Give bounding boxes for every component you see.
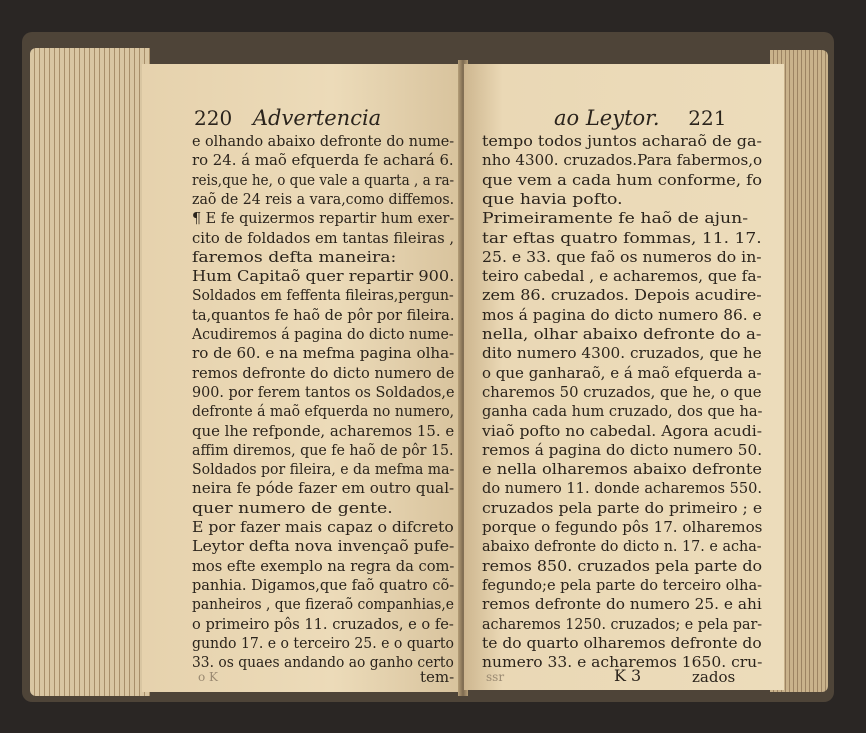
text-line: viaõ pofto no cabedal. Agora acudi- [482, 421, 763, 440]
left-catchword: tem- [420, 668, 455, 686]
text-line: nella, olhar abaixo defronte do a- [482, 325, 762, 343]
text-line: teiro cabedal , e acharemos, que fa- [482, 267, 762, 286]
text-line: 33. os quaes andando ao ganho certo [192, 653, 454, 672]
text-line: dito numero 4300. cruzados, que he [482, 344, 762, 363]
right-catchword: zados [692, 668, 736, 686]
text-line: e nella olharemos abaixo defronte [482, 460, 763, 479]
text-line: cito de foldados em tantas fileiras , [192, 228, 455, 247]
text-line: fegundo;e pela parte do terceiro olha- [482, 575, 763, 594]
text-line: 900. por ferem tantos os Soldados,e [192, 382, 455, 401]
text-line: quer numero de gente. [192, 498, 393, 517]
text-line: ro 24. á maõ efquerda fe achará 6. [192, 151, 454, 170]
text-line: acharemos 1250. cruzados; e pela par- [482, 614, 763, 633]
text-line: gundo 17. e o terceiro 25. e o quarto [192, 633, 455, 652]
text-line: remos defronte do numero 25. e ahi [482, 595, 762, 614]
text-line: que vem a cada hum conforme, fo [482, 170, 762, 189]
text-line: Primeiramente fe haõ de ajun- [482, 209, 749, 228]
text-line: remos defronte do dicto numero de [192, 363, 455, 382]
text-line: panhia. Digamos,que faõ quatro cõ- [192, 575, 455, 594]
text-line: faremos defta maneira: [192, 247, 397, 266]
text-line: te do quarto olharemos defronte do [482, 633, 762, 652]
right-signature: K 3 [614, 666, 642, 685]
text-line: defronte á maõ efquerda no numero, [192, 402, 455, 421]
text-line: E por fazer mais capaz o difcreto [192, 518, 454, 536]
left-footer-marks: o K [198, 670, 219, 684]
text-line: tar eftas quatro fommas, 11. 17. [482, 228, 762, 247]
text-line: ¶ E fe quizermos repartir hum exer- [192, 209, 455, 228]
text-line: Hum Capitaõ quer repartir 900. [192, 267, 455, 286]
left-page-number: 220 [194, 106, 233, 130]
text-line: mos á pagina do dicto numero 86. e [482, 305, 762, 324]
text-line: e olhando abaixo defronte do nume- [192, 132, 455, 150]
text-line: numero 33. e acharemos 1650. cru- [482, 653, 763, 672]
text-line: 25. e 33. que faõ os numeros do in- [482, 247, 762, 266]
text-line: ganha cada hum cruzado, dos que ha- [482, 402, 763, 421]
text-line: do numero 11. donde acharemos 550. [482, 479, 763, 498]
right-page-number: 221 [688, 106, 727, 130]
text-line: charemos 50 cruzados, que he, o que [482, 382, 762, 401]
text-line: Acudiremos á pagina do dicto nume- [192, 325, 454, 343]
text-line: reis,que he, o que vale a quarta , a ra- [192, 170, 455, 189]
right-footer-marks: ssr [486, 670, 505, 684]
text-line: tempo todos juntos acharaõ de ga- [482, 132, 762, 150]
text-line: remos á pagina do dicto numero 50. [482, 440, 763, 459]
right-running-head [554, 106, 726, 132]
text-line: ro de 60. e na mefma pagina olha- [192, 344, 455, 363]
text-line: Soldados por fileira, e da mefma ma- [192, 460, 455, 479]
left-running-head [194, 106, 381, 132]
text-line: que lhe refponde, acharemos 15. e [192, 421, 455, 440]
right-head-title: ao Leytor. [554, 106, 660, 130]
page-edges-left [30, 48, 150, 696]
text-line: remos 850. cruzados pela parte do [482, 556, 763, 575]
text-line: neira fe póde fazer em outro qual- [192, 479, 455, 498]
text-line: zem 86. cruzados. Depois acudire- [482, 286, 762, 305]
text-line: Leytor defta nova invençaõ pufe- [192, 537, 455, 556]
text-line: que havia pofto. [482, 189, 623, 208]
right-page [464, 64, 784, 690]
text-line: o que ganharaõ, e á maõ efquerda a- [482, 363, 762, 382]
left-head-title: Advertencia [252, 106, 382, 130]
text-line: affim diremos, que fe haõ de pôr 15. [192, 440, 454, 459]
text-line: porque o fegundo pôs 17. olharemos [482, 518, 763, 536]
text-line: panheiros , que fizeraõ companhias,e [192, 595, 454, 614]
left-page [142, 64, 460, 692]
text-line: abaixo defronte do dicto n. 17. e acha- [482, 537, 762, 556]
text-line: mos efte exemplo na regra da com- [192, 556, 455, 575]
text-line: nho 4300. cruzados.Para fabermos,o [482, 151, 763, 170]
text-line: ta,quantos fe haõ de pôr por fileira. [192, 305, 455, 324]
text-line: zaõ de 24 reis a vara,como diffemos. [192, 189, 455, 208]
text-line: o primeiro pôs 11. cruzados, e o fe- [192, 614, 454, 633]
text-line: Soldados em feffenta fileiras,pergun- [192, 286, 454, 305]
text-line: cruzados pela parte do primeiro ; e [482, 498, 763, 517]
